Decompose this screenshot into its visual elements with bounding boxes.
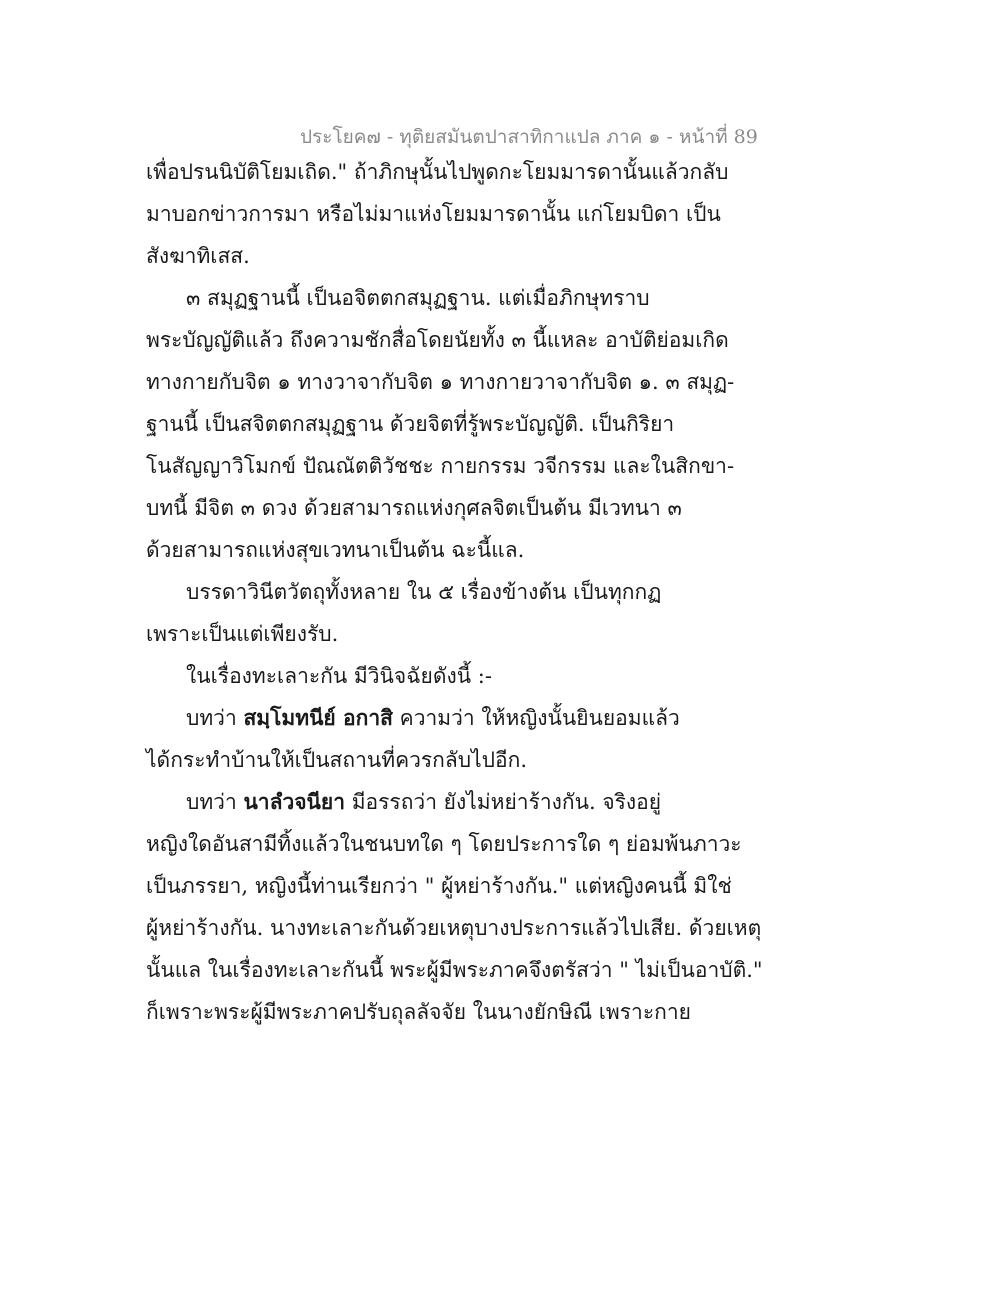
running-header: ประโยค๗ - ทุติยสมันตปาสาทิกาแปล ภาค ๑ - หน้าที่ 89 (300, 126, 758, 148)
paragraph-start-line: ในเรื่องทะเลาะกัน มีวินิจฉัยดังนี้ :- (186, 664, 492, 688)
text-line: ได้กระทำบ้านให้เป็นสถานที่ควรกลับไปอีก. (146, 748, 527, 772)
paragraph-start-line: บรรดาวินีตวัตถุทั้งหลาย ใน ๕ เรื่องข้างต้น เป็นทุกกฏ (186, 580, 662, 604)
text-line: เพราะเป็นแต่เพียงรับ. (146, 622, 339, 646)
text-segment: บทว่า (186, 706, 244, 730)
text-line: สังฆาทิเสส. (146, 244, 250, 268)
text-line: ผู้หย่าร้างกัน. นางทะเลาะกันด้วยเหตุบางประการแล้วไปเสีย. ด้วยเหตุ (146, 916, 762, 940)
pali-term-bold: สมฺโมทนีย์ อกาสิ (243, 705, 393, 730)
text-segment: มีอรรถว่า ยังไม่หย่าร้างกัน. จริงอยู่ (345, 790, 662, 814)
paragraph-start-line (186, 703, 680, 733)
paragraph-start-line (186, 787, 661, 817)
text-line: บทนี้ มีจิต ๓ ดวง ด้วยสามารถแห่งกุศลจิตเป็นต้น มีเวทนา ๓ (146, 496, 682, 520)
pali-term-bold: นาลํวจนียา (243, 789, 346, 814)
text-line: เป็นภรรยา, หญิงนี้ท่านเรียกว่า " ผู้หย่าร้างกัน." แต่หญิงคนนี้ มิใช่ (146, 874, 732, 898)
text-line: พระบัญญัติแล้ว ถึงความชักสื่อโดยนัยทั้ง ๓ นี้แหละ อาบัติย่อมเกิด (146, 328, 729, 352)
text-line: หญิงใดอันสามีทิ้งแล้วในชนบทใด ๆ โดยประการใด ๆ ย่อมพ้นภาวะ (146, 832, 742, 856)
paragraph-start-line: ๓ สมุฏฐานนี้ เป็นอจิตตกสมุฏฐาน. แต่เมื่อภิกษุทราบ (186, 286, 650, 310)
text-segment: บทว่า (186, 790, 244, 814)
text-line: ด้วยสามารถแห่งสุขเวทนาเป็นต้น ฉะนี้แล. (146, 538, 525, 562)
text-line: นั้นแล ในเรื่องทะเลาะกันนี้ พระผู้มีพระภาคจึงตรัสว่า " ไม่เป็นอาบัติ." (146, 958, 763, 982)
text-line: ฐานนี้ เป็นสจิตตกสมุฏฐาน ด้วยจิตที่รู้พระบัญญัติ. เป็นกิริยา (146, 412, 675, 436)
text-line: โนสัญญาวิโมกข์ ปัณณัตติวัชชะ กายกรรม วจีกรรม และในสิกขา- (146, 454, 735, 478)
text-line: ก็เพราะพระผู้มีพระภาคปรับถุลลัจจัย ในนางยักษิณี เพราะกาย (146, 1000, 691, 1024)
text-line: เพื่อปรนนิบัติโยมเถิด." ถ้าภิกษุนั้นไปพูดกะโยมมารดานั้นแล้วกลับ (146, 160, 729, 184)
text-line: ทางกายกับจิต ๑ ทางวาจากับจิต ๑ ทางกายวาจากับจิต ๑. ๓ สมุฏ- (146, 370, 735, 394)
text-segment: ความว่า ให้หญิงนั้นยินยอมแล้ว (392, 706, 680, 730)
text-line: มาบอกข่าวการมา หรือไม่มาแห่งโยมมารดานั้น แก่โยมบิดา เป็น (146, 202, 721, 226)
